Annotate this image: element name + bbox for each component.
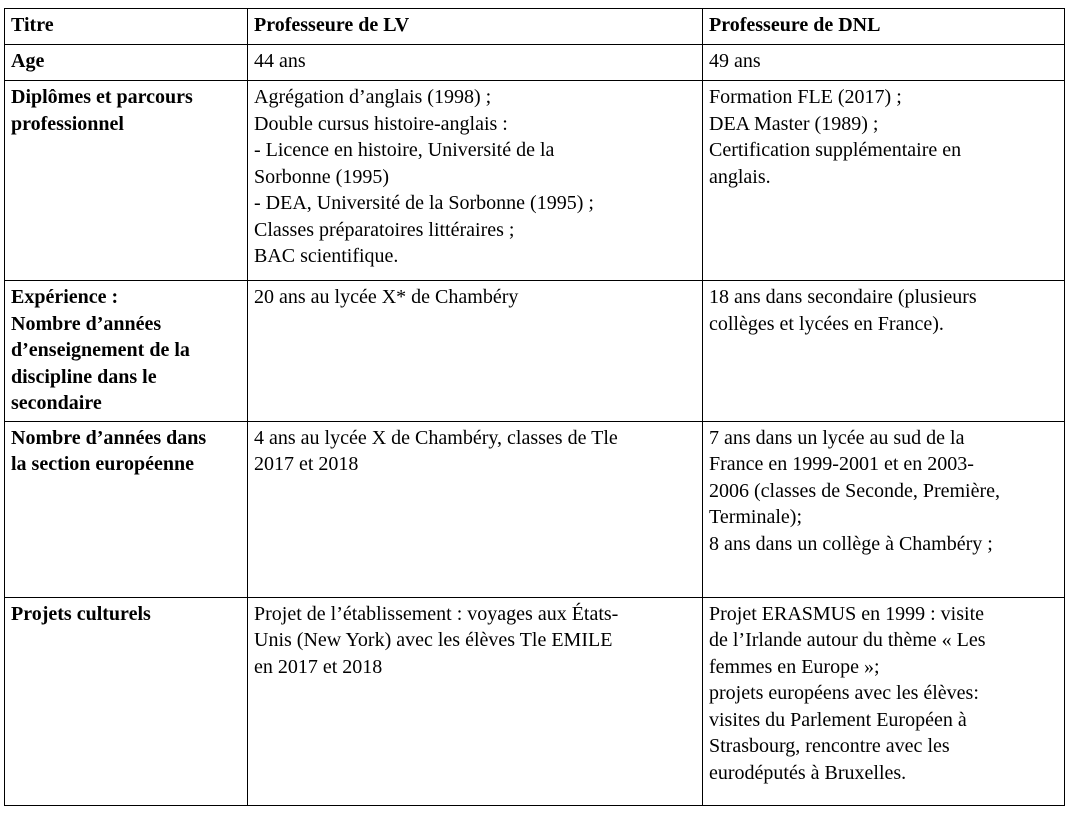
cell-text-line: discipline dans le [11,365,157,388]
row-age [5,45,1065,81]
cell-text-line: 18 ans dans secondaire (plusieurs [709,286,977,308]
label-cell [5,421,248,597]
cell-text-line: BAC scientifique. [254,245,399,267]
lv-cell [248,597,703,805]
label-cell [5,597,248,805]
cell-text-line: 8 ans dans un collège à Chambéry ; [709,532,993,555]
label-cell [5,281,248,422]
cell-text-line: DEA Master (1989) ; [709,112,879,135]
cell-text-line: - DEA, Université de la Sorbonne (1995) ; [254,192,594,214]
cell-text-line: Terminale); [709,506,802,528]
header-label: Professeure de DNL [709,14,881,36]
row-experience [5,281,1065,422]
cell-text-line: Classes préparatoires littéraires ; [254,218,515,241]
dnl-cell [703,281,1065,422]
header-label: Professeure de LV [254,14,410,36]
cell-text-line: projets européens avec les élèves: [709,682,979,704]
cell-text-line: Nombre d’années dans [11,426,207,449]
dnl-cell [703,81,1065,281]
lv-cell [248,281,703,422]
cell-text-line: en 2017 et 2018 [254,655,383,678]
cell-text-line: Certification supplémentaire en [709,139,962,161]
lv-cell [248,45,703,81]
header-label: Titre [11,14,54,36]
cell-text-line: professionnel [11,112,124,135]
cell-text-line: Expérience : [11,286,119,308]
cell-text-line: 2017 et 2018 [254,453,359,475]
header-cell-titre [5,9,248,45]
cell-text-line: collèges et lycées en France). [709,312,944,335]
cell-text-line: 44 ans [254,50,306,72]
cell-text-line: 49 ans [709,50,761,72]
label-cell [5,81,248,281]
cell-text-line: 2006 (classes de Seconde, Première, [709,479,1001,502]
dnl-cell [703,421,1065,597]
profile-comparison-table [4,8,1065,806]
header-row [5,9,1065,45]
cell-text-line: 7 ans dans un lycée au sud de la [709,426,965,449]
cell-text-line: Projet ERASMUS en 1999 : visite [709,602,985,625]
row-section-europeenne [5,421,1065,597]
cell-text-line: Projets culturels [11,602,151,625]
lv-cell [248,421,703,597]
cell-text-line: Strasbourg, rencontre avec les [709,735,950,757]
cell-text-line: - Licence en histoire, Université de la [254,139,555,161]
cell-text-line: France en 1999-2001 et en 2003- [709,453,974,475]
cell-text-line: 20 ans au lycée X* de Chambéry [254,286,519,308]
dnl-cell [703,597,1065,805]
cell-text-line: femmes en Europe »; [709,655,880,678]
cell-text-line: Unis (New York) avec les élèves Tle EMILE [254,629,613,651]
cell-text-line: visites du Parlement Européen à [709,708,967,731]
row-diplomes [5,81,1065,281]
cell-text-line: secondaire [11,392,102,414]
cell-text-line: de l’Irlande autour du thème « Les [709,629,986,651]
cell-text-line: 4 ans au lycée X de Chambéry, classes de Tle [254,426,618,449]
cell-text-line: Diplômes et parcours [11,86,193,108]
cell-text-line: Projet de l’établissement : voyages aux États- [254,602,619,625]
cell-text-line: Formation FLE (2017) ; [709,86,902,108]
cell-text-line: Nombre d’années [11,312,162,335]
label-cell [5,45,248,81]
cell-text-line: la section européenne [11,453,194,475]
cell-text-line: eurodéputés à Bruxelles. [709,761,907,784]
cell-text-line: anglais. [709,165,771,188]
cell-text-line: d’enseignement de la [11,339,190,361]
header-cell-lv [248,9,703,45]
cell-text-line: Age [11,50,45,72]
cell-text-line: Double cursus histoire-anglais : [254,112,508,135]
lv-cell [248,81,703,281]
header-cell-dnl [703,9,1065,45]
table-body [5,9,1065,806]
row-projets-culturels [5,597,1065,805]
dnl-cell [703,45,1065,81]
cell-text-line: Sorbonne (1995) [254,165,389,188]
cell-text-line: Agrégation d’anglais (1998) ; [254,86,492,108]
